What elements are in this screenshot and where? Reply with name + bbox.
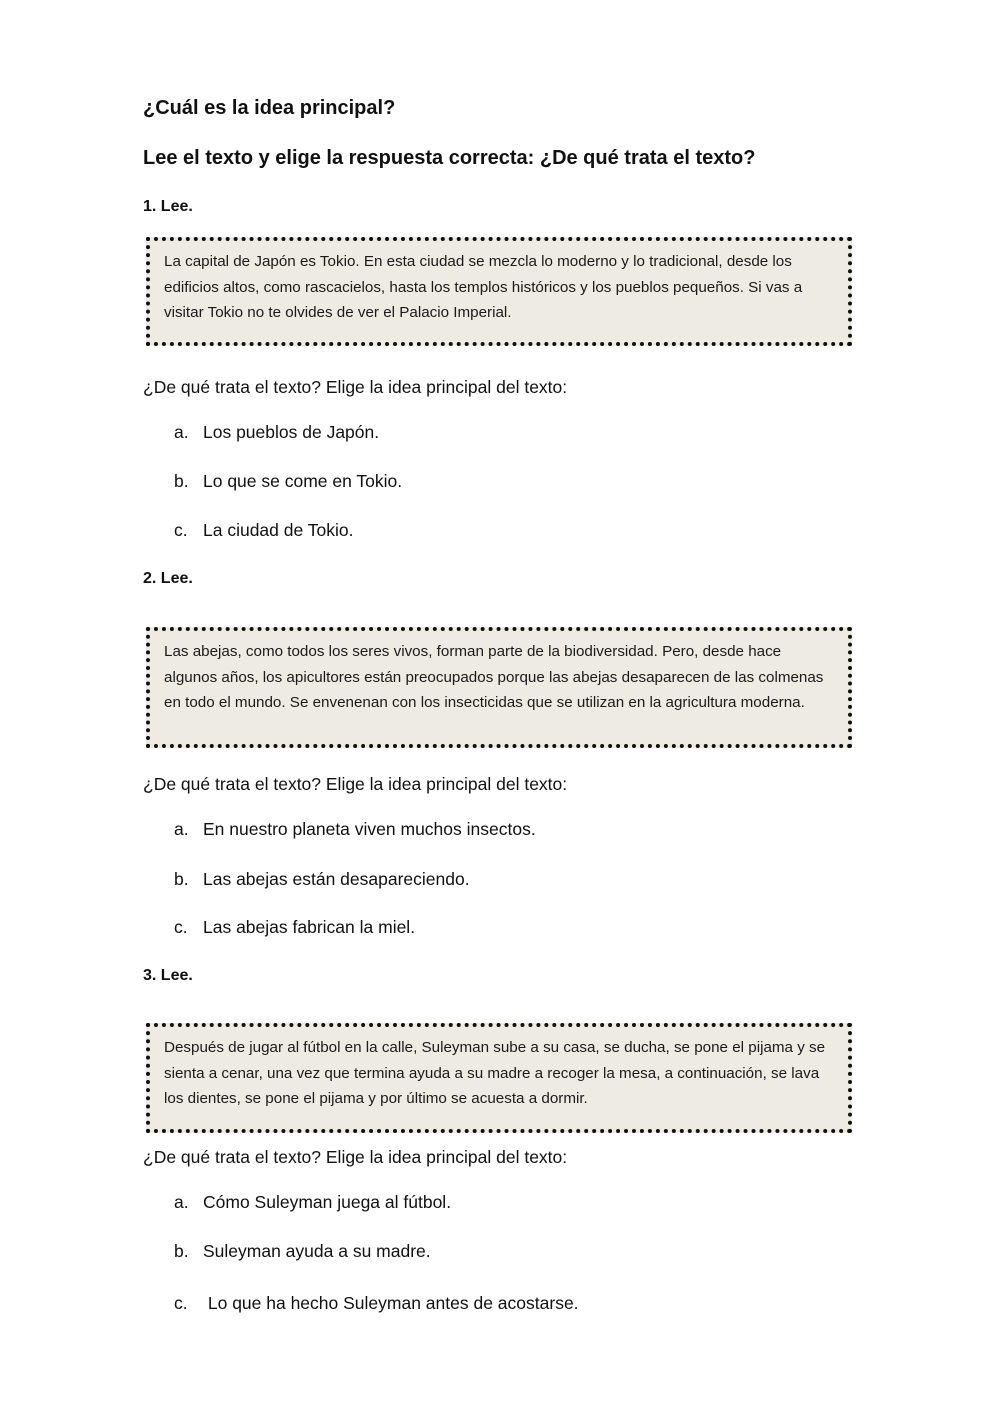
section-3-heading: 3. Lee.	[143, 967, 193, 984]
section-1-question: ¿De qué trata el texto? Elige la idea principal del texto:	[143, 377, 568, 397]
option-text: Suleyman ayuda a su madre.	[203, 1241, 431, 1261]
option-letter: b.	[174, 471, 189, 491]
option-text: Cómo Suleyman juega al fútbol.	[203, 1192, 452, 1212]
option-text: Las abejas fabrican la miel.	[203, 917, 416, 937]
section-2-question: ¿De qué trata el texto? Elige la idea principal del texto:	[143, 774, 568, 794]
option-text: Los pueblos de Japón.	[203, 422, 380, 442]
option-letter: b.	[174, 1241, 189, 1261]
section-2-heading: 2. Lee.	[143, 570, 193, 587]
section-3-passage-box	[146, 1023, 852, 1133]
option-letter: a.	[174, 1192, 189, 1212]
option-text: Lo que se come en Tokio.	[203, 471, 403, 491]
section-3-passage: Después de jugar al fútbol en la calle, Suleyman sube a su casa, se ducha, se pone el pijama y se sienta a cenar, una vez que termina ayuda a su madre a recoger la mesa, a continuación, se lava los dientes, se pone el pijama y por último se acuesta a dormir.	[164, 1039, 826, 1107]
option-letter: a.	[174, 819, 189, 839]
section-2-passage-box	[146, 627, 852, 748]
option-letter: c.	[174, 520, 188, 540]
section-1-heading: 1. Lee.	[143, 198, 193, 215]
option-letter: a.	[174, 422, 189, 442]
section-1-passage: La capital de Japón es Tokio. En esta ciudad se mezcla lo moderno y lo tradicional, desde los edificios altos, como rascacielos, hasta los templos históricos y los pueblos pequeños. Si vas a visitar Tokio no te olvides de ver el Palacio Imperial.	[164, 253, 803, 321]
option-text: La ciudad de Tokio.	[203, 520, 354, 540]
option-text: Lo que ha hecho Suleyman antes de acostarse.	[203, 1293, 579, 1313]
instruction-heading: Lee el texto y elige la respuesta correcta: ¿De qué trata el texto?	[143, 147, 756, 169]
page-title: ¿Cuál es la idea principal?	[143, 97, 396, 119]
section-3-question: ¿De qué trata el texto? Elige la idea principal del texto:	[143, 1147, 568, 1167]
option-letter: b.	[174, 869, 189, 889]
section-2-passage: Las abejas, como todos los seres vivos, forman parte de la biodiversidad. Pero, desde hace algunos años, los apicultores están preocupados porque las abejas desaparecen de las colmenas en todo el mundo. Se envenenan con los insecticidas que se utilizan en la agricultura moderna.	[164, 643, 824, 711]
option-letter: c.	[174, 1293, 188, 1313]
section-1-passage-box	[146, 237, 852, 346]
option-text: En nuestro planeta viven muchos insectos.	[203, 819, 536, 839]
option-letter: c.	[174, 917, 188, 937]
option-text: Las abejas están desapareciendo.	[203, 869, 470, 889]
